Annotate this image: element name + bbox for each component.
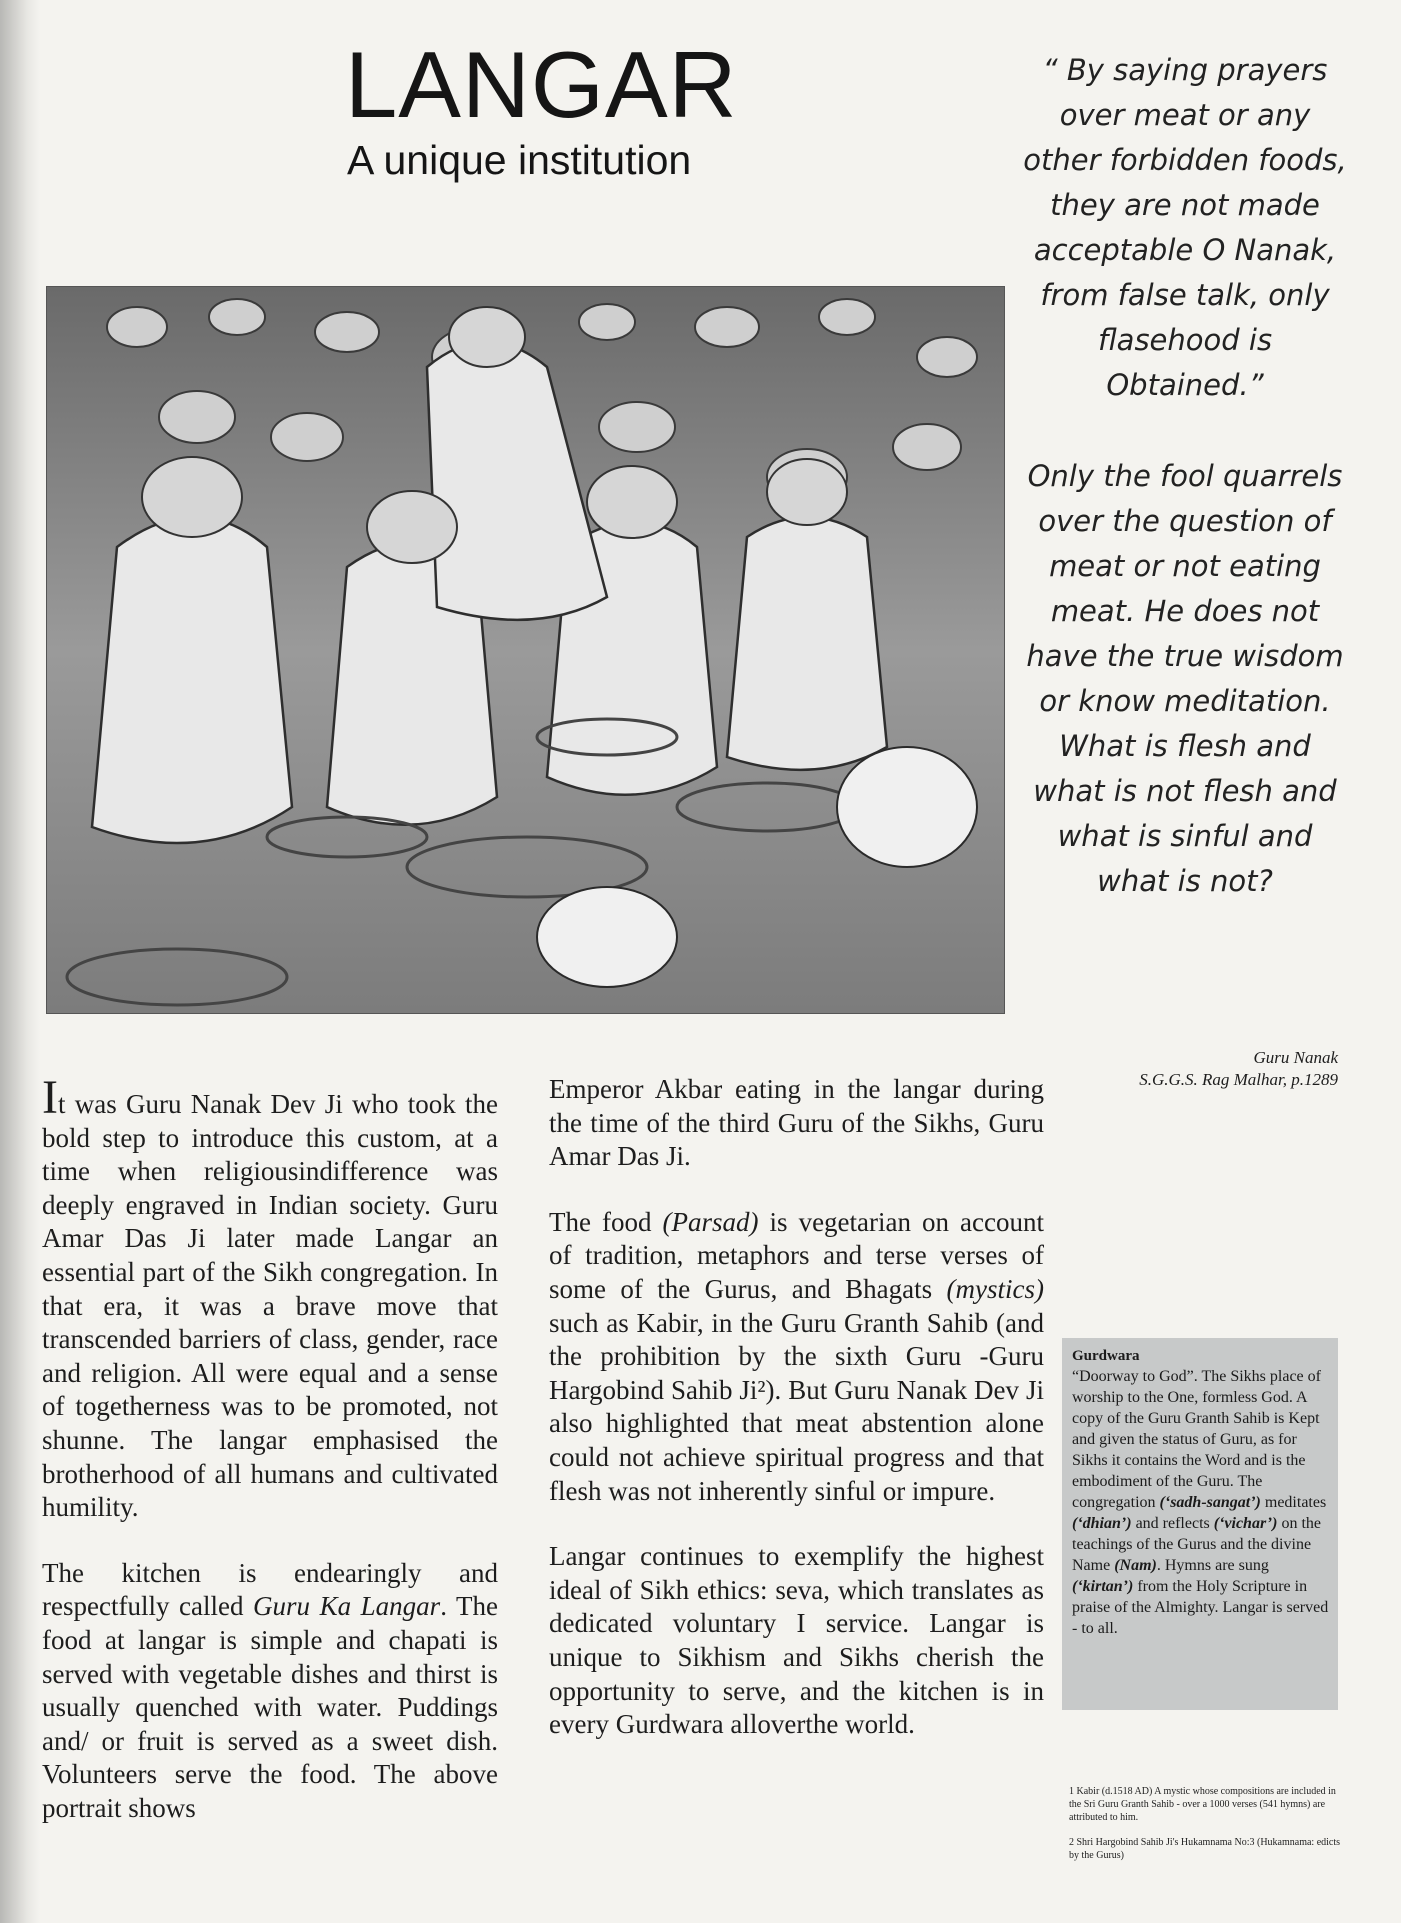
article-column-2	[549, 1073, 1044, 1774]
footnote-1: 1 Kabir (d.1518 AD) A mystic whose compositions are included in the Sri Guru Granth Sahib - over a 1000 verses (541 hymns) are attributed to him.	[1069, 1786, 1336, 1823]
sidebar-title: Gurdwara	[1072, 1348, 1140, 1364]
paragraph-intro: It was Guru Nanak Dev Ji who took the bold step to introduce this custom, at a time when religiousindifference was deeply engraved in Indian society. Guru Amar Das Ji later made Langar an essential part of the Sikh congregation. In that era, it was a brave move that transcended barriers of class, gender, race and religion. All were equal and a sense of togetherness was to be promoted, not shunne. The langar emphasised the brotherhood of all humans and cultivated humility.	[42, 1071, 498, 1523]
page-edge-shadow	[0, 0, 40, 1923]
quote-stanza-1: “ By saying prayers over meat or any other forbidden foods, they are not made acceptable O Nanak, from false talk, only flasehood is Obtained.”	[1023, 53, 1347, 402]
paragraph-seva: Langar continues to exemplify the highest ideal of Sikh ethics: seva, which translates as dedicated voluntary I service. Langar is unique to Sikhism and Sikhs cherish the opportunity to serve, and the kitchen is in every Gurdwara alloverthe world.	[549, 1541, 1044, 1740]
gurdwara-sidebar	[1062, 1338, 1338, 1710]
quote-author: Guru Nanak	[1253, 1048, 1338, 1067]
page-subtitle: A unique institution	[347, 137, 692, 183]
illustration-drawing	[47, 287, 1004, 1013]
drop-cap: I	[42, 1071, 58, 1124]
quote-attribution	[1030, 1047, 1338, 1091]
quote-source: S.G.G.S. Rag Malhar, p.1289	[1139, 1070, 1338, 1089]
footnotes	[1069, 1785, 1345, 1874]
page-title: LANGAR	[345, 32, 738, 137]
paragraph-akbar: Emperor Akbar eating in the langar during the time of the third Guru of the Sikhs, Guru Amar Das Ji.	[549, 1074, 1044, 1172]
quote-stanza-2: Only the fool quarrels over the question of meat or not eating meat. He does not have the true wisdom or know meditation. What is flesh and what is not flesh and what is sinful and what is not?	[1026, 459, 1344, 898]
sidebar-body: “Doorway to God”. The Sikhs place of worship to the One, formless God. A copy of the Guru Granth Sahib is Kept and given the status of Guru, as for Sikhs it contains the Word and is the embodiment of the Guru. The congregation (‘sadh-sangat’) meditates (‘dhian’) and reflects (‘vichar’) on the teachings of the Gurus and the divine Name (Nam). Hymns are sung (‘kirtan’) from the Holy Scripture in praise of the Almighty. Langar is served - to all.	[1072, 1368, 1329, 1637]
paragraph-food: The food (Parsad) is vegetarian on account of tradition, metaphors and terse verses of some of the Gurus, and Bhagats (mystics) such as Kabir, in the Guru Granth Sahib (and the prohibition by the sixth Guru -Guru Hargobind Sahib Ji²). But Guru Nanak Dev Ji also highlighted that meat abstention alone could not achieve spiritual progress and that flesh was not inherently sinful or impure.	[549, 1206, 1044, 1506]
langar-illustration	[46, 286, 1005, 1014]
pull-quote	[1020, 48, 1350, 904]
footnote-2: 2 Shri Hargobind Sahib Ji's Hukamnama No:3 (Hukamnama: edicts by the Gurus)	[1069, 1837, 1341, 1861]
paragraph-kitchen: The kitchen is endearingly and respectfully called Guru Ka Langar. The food at langar is simple and chapati is served with vegetable dishes and thirst is usually quenched with water. Puddings and/ or fruit is served as a sweet dish. Volunteers serve the food. The above portrait shows	[42, 1557, 499, 1823]
article-column-1	[42, 1071, 499, 1857]
